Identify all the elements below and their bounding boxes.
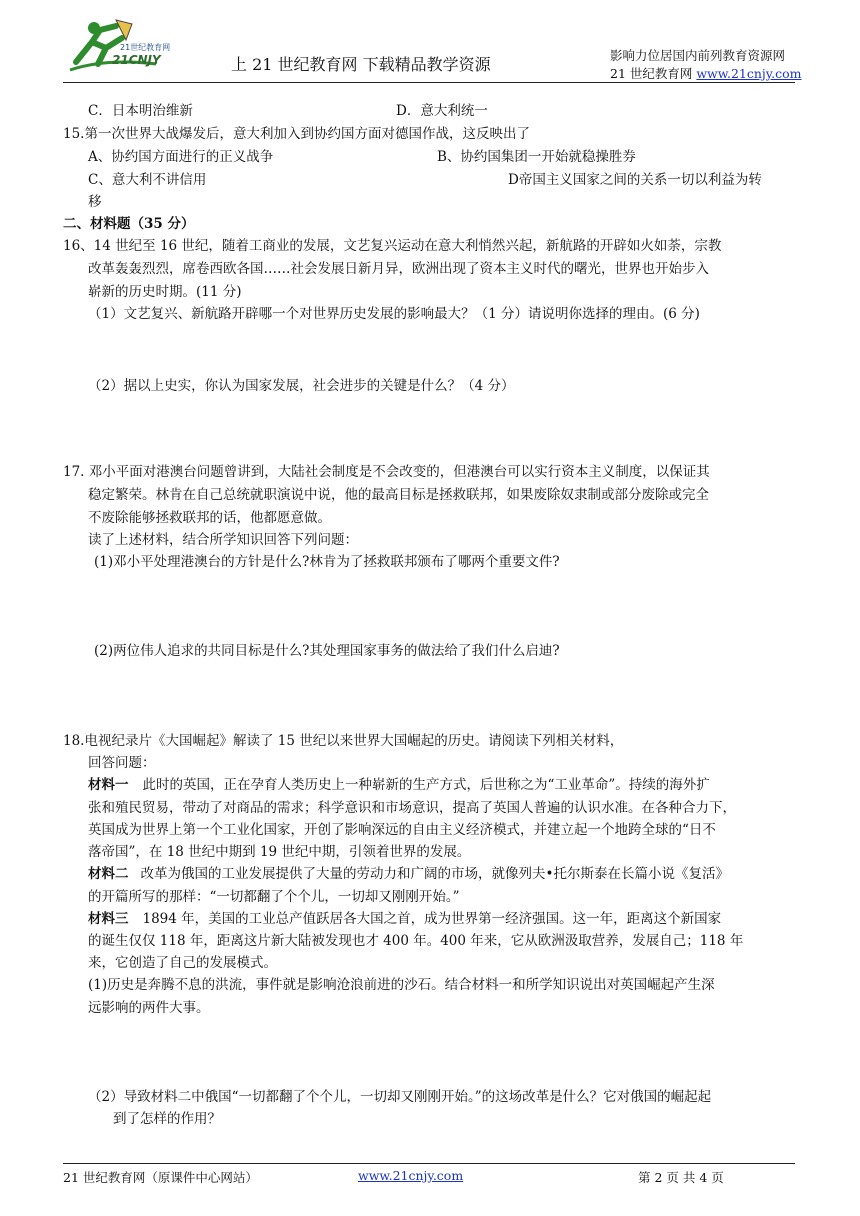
question-15: 15.第一次世界大战爆发后，意大利加入到协约国方面对德国作战，这反映出了 bbox=[63, 126, 530, 142]
q15-option-d: D帝国主义国家之间的关系一切以利益为转 bbox=[508, 172, 762, 188]
q18-sub-2b: 到了怎样的作用？ bbox=[113, 1111, 221, 1127]
header-site-line bbox=[610, 64, 802, 82]
footer-page-number: 第 2 页 共 4 页 bbox=[638, 1170, 724, 1185]
material-2-text: 改革为俄国的工业发展提供了大量的劳动力和广阔的市场，就像列夫•托尔斯泰在长篇小说《复活》 bbox=[140, 866, 729, 882]
q18-sub-2a: （2）导致材料二中俄国“一切都翻了个个儿，一切却又刚刚开始。”的这场改革是什么？它对俄国的崛起起 bbox=[88, 1089, 712, 1105]
q16-line-1: 16、14 世纪至 16 世纪，随着工商业的发展，文艺复兴运动在意大利悄然兴起，新航路的开辟如火如荼，宗教 bbox=[63, 238, 722, 254]
material-3-line-1 bbox=[88, 907, 721, 927]
material-1-line-2: 张和殖民贸易，带动了对商品的需求；科学意识和市场意识，提高了英国人普遍的认识水准。在各种合力下， bbox=[88, 800, 736, 816]
material-3-line-3: 来，它创造了自己的发展模式。 bbox=[88, 955, 277, 971]
header-divider bbox=[63, 82, 795, 83]
material-1-label: 材料一 bbox=[88, 777, 129, 793]
footer-left: 21 世纪教育网（原课件中心网站） bbox=[63, 1170, 258, 1185]
q15-option-a: A、协约国方面进行的正义战争 bbox=[88, 149, 274, 165]
material-2-label: 材料二 bbox=[88, 866, 129, 882]
option-c-line: C．日本明治维新 bbox=[88, 103, 193, 119]
q16-line-2: 改革轰轰烈烈，席卷西欧各国……社会发展日新月异，欧洲出现了资本主义时代的曙光，世界也开始步入 bbox=[88, 261, 709, 277]
q16-line-3: 崭新的历史时期。(11 分) bbox=[88, 284, 242, 300]
material-1-line-3: 英国成为世界上第一个工业化国家，开创了影响深远的自由主义经济模式，并建立起一个地跨全球的“日不 bbox=[88, 822, 716, 838]
footer-link[interactable]: www.21cnjy.com bbox=[358, 1168, 464, 1183]
header-site-link[interactable]: www.21cnjy.com bbox=[696, 66, 802, 81]
material-3-label: 材料三 bbox=[88, 911, 129, 927]
option-d-line: D．意大利统一 bbox=[396, 103, 488, 119]
material-1-line-1 bbox=[88, 773, 710, 793]
logo-text-top: 21世纪教育网 bbox=[120, 43, 171, 52]
material-3-text: 1894 年，美国的工业总产值跃居各大国之首，成为世界第一经济强国。这一年，距离这个新国家 bbox=[142, 911, 722, 927]
q15-option-c: C、意大利不讲信用 bbox=[88, 172, 207, 188]
q16-sub-1: （1）文艺复兴、新航路开辟哪一个对世界历史发展的影响最大？（1 分）请说明你选择的理由。(6 分) bbox=[88, 306, 700, 322]
q16-sub-2: （2）据以上史实，你认为国家发展，社会进步的关键是什么？（4 分） bbox=[88, 378, 515, 394]
q18-sub-1a: (1)历史是奔腾不息的洪流，事件就是影响沧浪前进的沙石。结合材料一和所学知识说出对英国崛起产生深 bbox=[88, 977, 715, 993]
material-2-line-2: 的开篇所写的那样：“一切都翻了个个儿，一切却又刚刚开始。” bbox=[88, 889, 460, 905]
material-1-line-4: 落帝国”，在 18 世纪中期到 19 世纪中期，引领着世界的发展。 bbox=[88, 844, 471, 860]
q15-option-d-cont: 移 bbox=[88, 194, 102, 210]
q17-line-4: 读了上述材料，结合所学知识回答下列问题： bbox=[88, 532, 358, 548]
logo-text-bottom: 21CNJY bbox=[112, 53, 161, 67]
header-title: 上 21 世纪教育网 下载精品教学资源 bbox=[231, 55, 491, 74]
q15-option-b: B、协约国集团一开始就稳操胜券 bbox=[437, 149, 636, 165]
q17-line-2: 稳定繁荣。林肯在自己总统就职演说中说，他的最高目标是拯救联邦，如果废除奴隶制或部分废除或完全 bbox=[88, 487, 709, 503]
header-tagline: 影响力位居国内前列教育资源网 bbox=[610, 48, 786, 63]
q17-sub-2: (2)两位伟人追求的共同目标是什么?其处理国家事务的做法给了我们什么启迪? bbox=[94, 643, 560, 659]
q17-line-3: 不废除能够拯救联邦的话，他都愿意做。 bbox=[88, 510, 331, 526]
section-2-title: 二、材料题（35 分） bbox=[63, 216, 195, 232]
material-3-line-2: 的诞生仅仅 118 年，距离这片新大陆被发现也才 400 年。400 年来，它从欧洲汲取营养，发展自己；118 年 bbox=[88, 933, 744, 949]
q18-sub-1b: 远影响的两件大事。 bbox=[88, 1000, 210, 1016]
q18-line-2: 回答问题： bbox=[88, 755, 156, 771]
q17-line-1: 17. 邓小平面对港澳台问题曾讲到，大陆社会制度是不会改变的，但港澳台可以实行资本主义制度，以保证其 bbox=[63, 464, 710, 480]
material-1-text: 此时的英国，正在孕育人类历史上一种崭新的生产方式，后世称之为“工业革命”。持续的海外扩 bbox=[142, 777, 710, 793]
footer-divider bbox=[63, 1163, 795, 1164]
site-logo bbox=[66, 18, 186, 78]
q17-sub-1: (1)邓小平处理港澳台的方针是什么?林肯为了拯救联邦颁布了哪两个重要文件? bbox=[94, 554, 560, 570]
q18-line-1: 18.电视纪录片《大国崛起》解读了 15 世纪以来世界大国崛起的历史。请阅读下列相关材料， bbox=[63, 733, 624, 749]
header-site-label: 21 世纪教育网 bbox=[610, 66, 697, 81]
material-2-line-1 bbox=[88, 862, 729, 882]
